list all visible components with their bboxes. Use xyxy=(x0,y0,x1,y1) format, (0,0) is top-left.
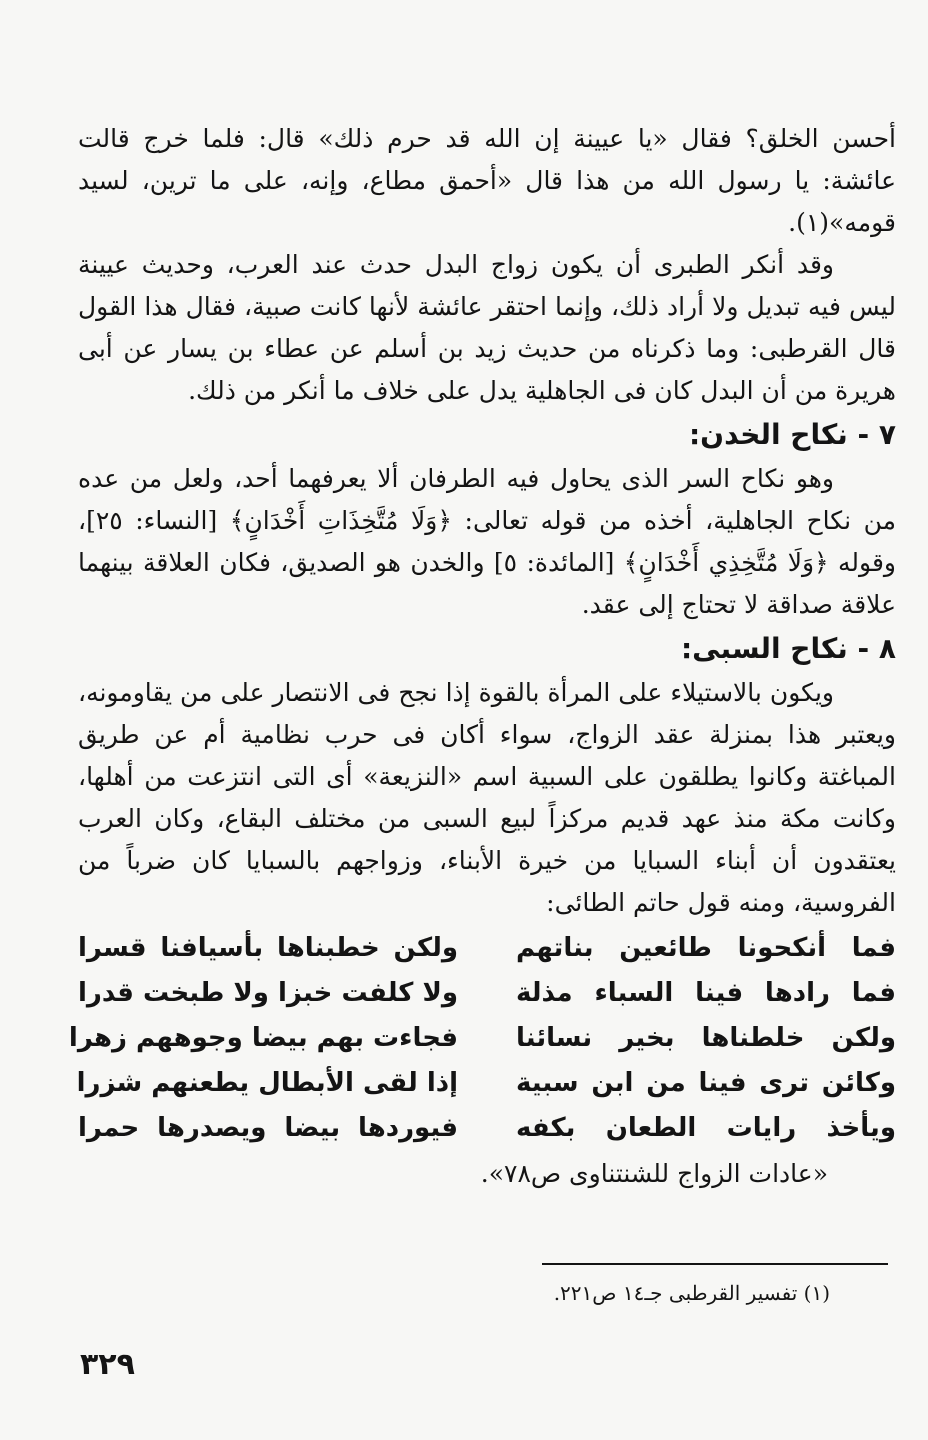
poem-verse-second-hemistich: فجاءت بهم بيضا وجوههم زهرا xyxy=(68,1023,458,1053)
footnote-divider xyxy=(542,1263,888,1265)
paragraph-hadith-continuation: أحسن الخلق؟ فقال «يا عيينة إن الله قد حرم ذلك» قال: فلما خرج قالت عائشة: يا رسول الله من هذا قال «أحمق مطاع، وإنه، على ما ترين، لسيد قومه»(١). xyxy=(78,124,896,237)
poem-verse-second-hemistich: إذا لقى الأبطال يطعنهم شزرا xyxy=(76,1068,458,1098)
page-number: ٣٢٩ xyxy=(80,1347,135,1382)
heading-nikah-al-khidn: ٧ - نكاح الخدن: xyxy=(688,418,896,451)
poem-source-citation: «عادات الزواج للشنتناوى ص٧٨». xyxy=(480,1159,828,1188)
poem-verse-first-hemistich: ويأخذ رايات الطعان بكفه xyxy=(516,1113,896,1143)
page-body xyxy=(68,118,896,1197)
poem-verse-second-hemistich: ولا كلفت خبزا ولا طبخت قدرا xyxy=(78,978,458,1008)
poem-verse-second-hemistich: فيوردها بيضا ويصدرها حمرا xyxy=(78,1113,458,1143)
paragraph-nikah-al-khidn: وهو نكاح السر الذى يحاول فيه الطرفان ألا يعرفهما أحد، ولعل من عده من نكاح الجاهلية، أخذه من قوله تعالى: ﴿وَلَا مُتَّخِذَاتِ أَخْدَانٍ﴾ [النساء: ٢٥]، وقوله ﴿وَلَا مُتَّخِذِي أَخْدَانٍ﴾ [المائدة: ٥] والخدن هو الصديق، فكان العلاقة بينهما علاقة صداقة لا تحتاج إلى عقد. xyxy=(78,464,896,619)
poem-verse-first-hemistich: وكائن ترى فينا من ابن سبية xyxy=(516,1068,896,1098)
paragraph-nikah-al-sabi: ويكون بالاستيلاء على المرأة بالقوة إذا نجح فى الانتصار على من يقاومونه، ويعتبر هذا بمنزلة عقد الزواج، سواء أكان فى حرب نظامية أم عن طريق المباغتة وكانوا يطلقون على السبية اسم «النزيعة» أى التى انتزعت من أهلها، وكانت مكة منذ عهد قديم مركزاً لبيع السبى من مختلف البقاع، وكان العرب يعتقدون أن أبناء السبايا من خيرة الأبناء، وزواجهم بالسبايا كان ضرباً من الفروسية، ومنه قول حاتم الطائى: xyxy=(78,678,896,917)
poem-verse-first-hemistich: فما أنكحونا طائعين بناتهم xyxy=(516,933,896,963)
poem-verse-second-hemistich: ولكن خطبناها بأسيافنا قسرا xyxy=(78,933,458,963)
poem-verse-first-hemistich: ولكن خلطناها بخير نسائنا xyxy=(516,1023,896,1053)
poem-verse-first-hemistich: فما رادها فينا السباء مذلة xyxy=(516,978,896,1008)
heading-nikah-al-sabi: ٨ - نكاح السبى: xyxy=(680,632,896,665)
poem-hatim-al-tai xyxy=(68,926,896,1151)
footnote: (١) تفسير القرطبى جـ١٤ ص٢٢١. xyxy=(553,1281,830,1305)
paragraph-tabari-qurtubi: وقد أنكر الطبرى أن يكون زواج البدل حدث عند العرب، وحديث عيينة ليس فيه تبديل ولا أراد ذلك، وإنما احتقر عائشة لأنها كانت صبية، فقال هذا القول قال القرطبى: وما ذكرناه من حديث زيد بن أسلم عن عطاء بن يسار عن أبى هريرة من أن البدل كان فى الجاهلية يدل على خلاف ما أنكر من ذلك. xyxy=(78,250,896,405)
